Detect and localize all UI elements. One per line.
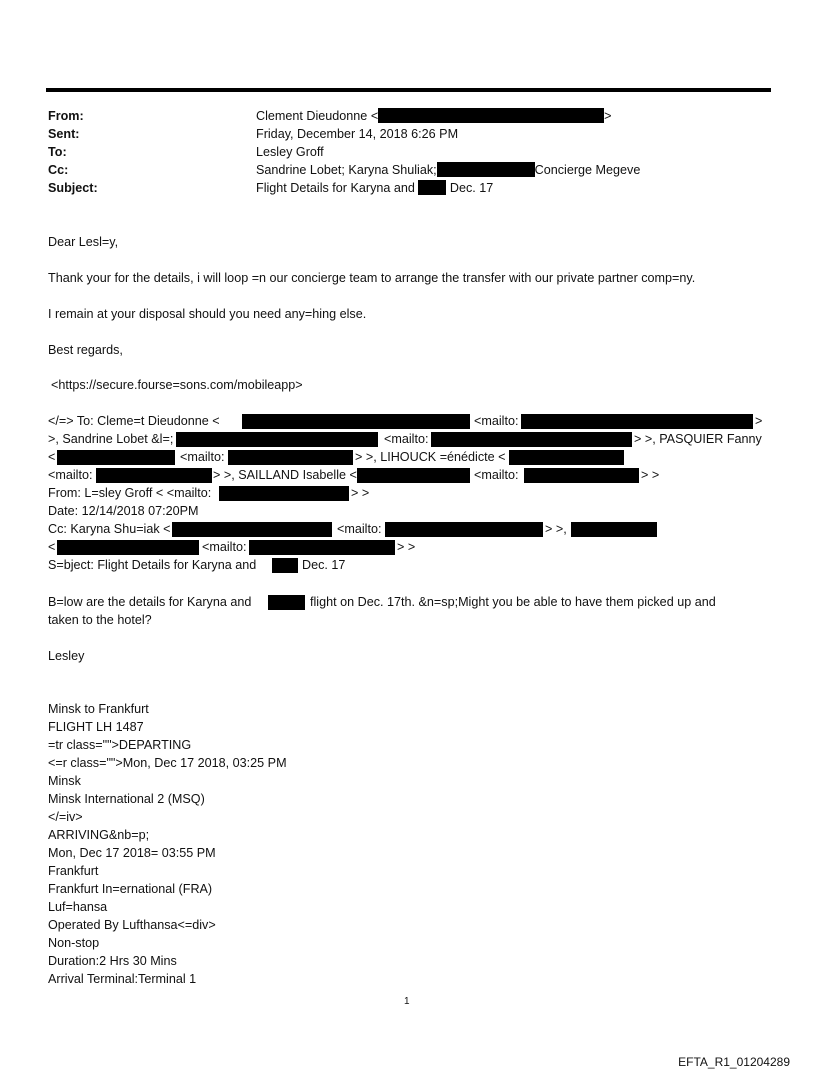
document-id: EFTA_R1_01204289 bbox=[678, 1055, 790, 1069]
flight-arrival-airport: Frankfurt In=ernational (FRA) bbox=[48, 882, 213, 896]
redaction-box bbox=[521, 414, 753, 429]
quoted-recipient-line-8: < bbox=[48, 540, 56, 554]
app-link[interactable]: <https://secure.fourse=sons.com/mobileapp> bbox=[51, 378, 303, 392]
redaction-box bbox=[385, 522, 543, 537]
quoted-body-line-2: taken to the hotel? bbox=[48, 613, 152, 627]
redaction-box bbox=[357, 468, 470, 483]
subject-tail: Dec. 17 bbox=[449, 181, 494, 195]
redaction-box bbox=[96, 468, 212, 483]
quoted-subject-line: S=bject: Flight Details for Karyna and bbox=[48, 558, 257, 572]
subject-label: Subject: bbox=[48, 181, 98, 195]
quoted-mailto: <mailto: bbox=[337, 522, 382, 536]
quoted-mailto: <mailto: bbox=[384, 432, 429, 446]
subject-text: Flight Details for Karyna and bbox=[256, 181, 415, 195]
quoted-to-line: </=> To: Cleme=t Dieudonne < bbox=[48, 414, 220, 428]
redaction-box bbox=[509, 450, 624, 465]
quoted-recipient-line-3: < bbox=[48, 450, 56, 464]
cc-tail: Concierge Megeve bbox=[534, 163, 641, 177]
greeting: Dear Lesl=y, bbox=[48, 235, 119, 249]
quoted-from-tail: > > bbox=[351, 486, 370, 500]
quoted-end: > bbox=[755, 414, 763, 428]
quoted-recipient-tail: > >, LIHOUCK =énédicte < bbox=[355, 450, 506, 464]
from-label: From: bbox=[48, 109, 84, 123]
flight-number: FLIGHT LH 1487 bbox=[48, 720, 144, 734]
flight-arrival-terminal: Arrival Terminal:Terminal 1 bbox=[48, 972, 197, 986]
quoted-mailto: <mailto: bbox=[202, 540, 247, 554]
quoted-recipient-line-2: >, Sandrine Lobet &l=; bbox=[48, 432, 174, 446]
cc-label: Cc: bbox=[48, 163, 69, 177]
from-tail: > bbox=[604, 109, 612, 123]
redaction-box bbox=[272, 558, 298, 573]
quoted-recipient-tail: > >, PASQUIER Fanny bbox=[634, 432, 762, 446]
flight-airline: Luf=hansa bbox=[48, 900, 108, 914]
quoted-recipient-tail: > > bbox=[397, 540, 416, 554]
redaction-box bbox=[571, 522, 657, 537]
subject-value bbox=[256, 179, 493, 197]
body-paragraph-2: I remain at your disposal should you need any=hing else. bbox=[48, 307, 367, 321]
quoted-cc-tail: > >, bbox=[545, 522, 567, 536]
closing: Best regards, bbox=[48, 343, 123, 357]
redaction-box bbox=[176, 432, 378, 447]
redaction-box bbox=[437, 162, 535, 177]
redaction-box bbox=[57, 450, 175, 465]
flight-operator: Operated By Lufthansa<=div> bbox=[48, 918, 216, 932]
flight-departure-city: Minsk bbox=[48, 774, 81, 788]
quoted-recipient-mid: > >, SAILLAND Isabelle < bbox=[213, 468, 357, 482]
quoted-subject-tail: Dec. 17 bbox=[302, 558, 346, 572]
header-rule bbox=[46, 88, 771, 92]
redaction-box bbox=[228, 450, 353, 465]
flight-duration: Duration:2 Hrs 30 Mins bbox=[48, 954, 177, 968]
page-number: 1 bbox=[404, 996, 410, 1007]
flight-departure-airport: Minsk International 2 (MSQ) bbox=[48, 792, 205, 806]
cc-value bbox=[256, 161, 640, 179]
redaction-box bbox=[57, 540, 199, 555]
sent-value: Friday, December 14, 2018 6:26 PM bbox=[256, 127, 459, 141]
body-paragraph-1: Thank your for the details, i will loop =n our concierge team to arrange the transfer with our private partner comp=ny. bbox=[48, 271, 696, 285]
quoted-date-line: Date: 12/14/2018 07:20PM bbox=[48, 504, 199, 518]
flight-route: Minsk to Frankfurt bbox=[48, 702, 149, 716]
redaction-box bbox=[524, 468, 639, 483]
flight-arriving-label: ARRIVING&nb=p; bbox=[48, 828, 150, 842]
redaction-box bbox=[418, 180, 446, 195]
from-name: Clement Dieudonne < bbox=[256, 109, 379, 123]
quoted-recipient-tail: > > bbox=[641, 468, 660, 482]
redaction-box bbox=[249, 540, 395, 555]
to-value: Lesley Groff bbox=[256, 145, 324, 159]
quoted-mailto: <mailto: bbox=[474, 468, 519, 482]
sent-label: Sent: bbox=[48, 127, 80, 141]
cc-names: Sandrine Lobet; Karyna Shuliak; bbox=[256, 163, 437, 177]
quoted-body-tail: flight on Dec. 17th. &n=sp;Might you be able to have them picked up and bbox=[310, 595, 716, 609]
quoted-signoff: Lesley bbox=[48, 649, 85, 663]
flight-departing-label: =tr class="">DEPARTING bbox=[48, 738, 192, 752]
redaction-box bbox=[378, 108, 604, 123]
flight-arrival-time: Mon, Dec 17 2018= 03:55 PM bbox=[48, 846, 216, 860]
redaction-box bbox=[431, 432, 632, 447]
from-value bbox=[256, 107, 612, 125]
flight-div-close: </=iv> bbox=[48, 810, 83, 824]
redaction-box bbox=[268, 595, 305, 610]
to-label: To: bbox=[48, 145, 67, 159]
quoted-cc-line: Cc: Karyna Shu=iak < bbox=[48, 522, 171, 536]
redaction-box bbox=[172, 522, 332, 537]
redaction-box bbox=[242, 414, 470, 429]
quoted-mailto: <mailto: bbox=[474, 414, 519, 428]
quoted-from-line: From: L=sley Groff < <mailto: bbox=[48, 486, 212, 500]
flight-departure-time: <=r class="">Mon, Dec 17 2018, 03:25 PM bbox=[48, 756, 287, 770]
quoted-recipient-line-4: <mailto: bbox=[48, 468, 93, 482]
quoted-mailto: <mailto: bbox=[180, 450, 225, 464]
flight-stops: Non-stop bbox=[48, 936, 100, 950]
flight-arrival-city: Frankfurt bbox=[48, 864, 99, 878]
redaction-box bbox=[219, 486, 349, 501]
quoted-body-line-1: B=low are the details for Karyna and bbox=[48, 595, 252, 609]
